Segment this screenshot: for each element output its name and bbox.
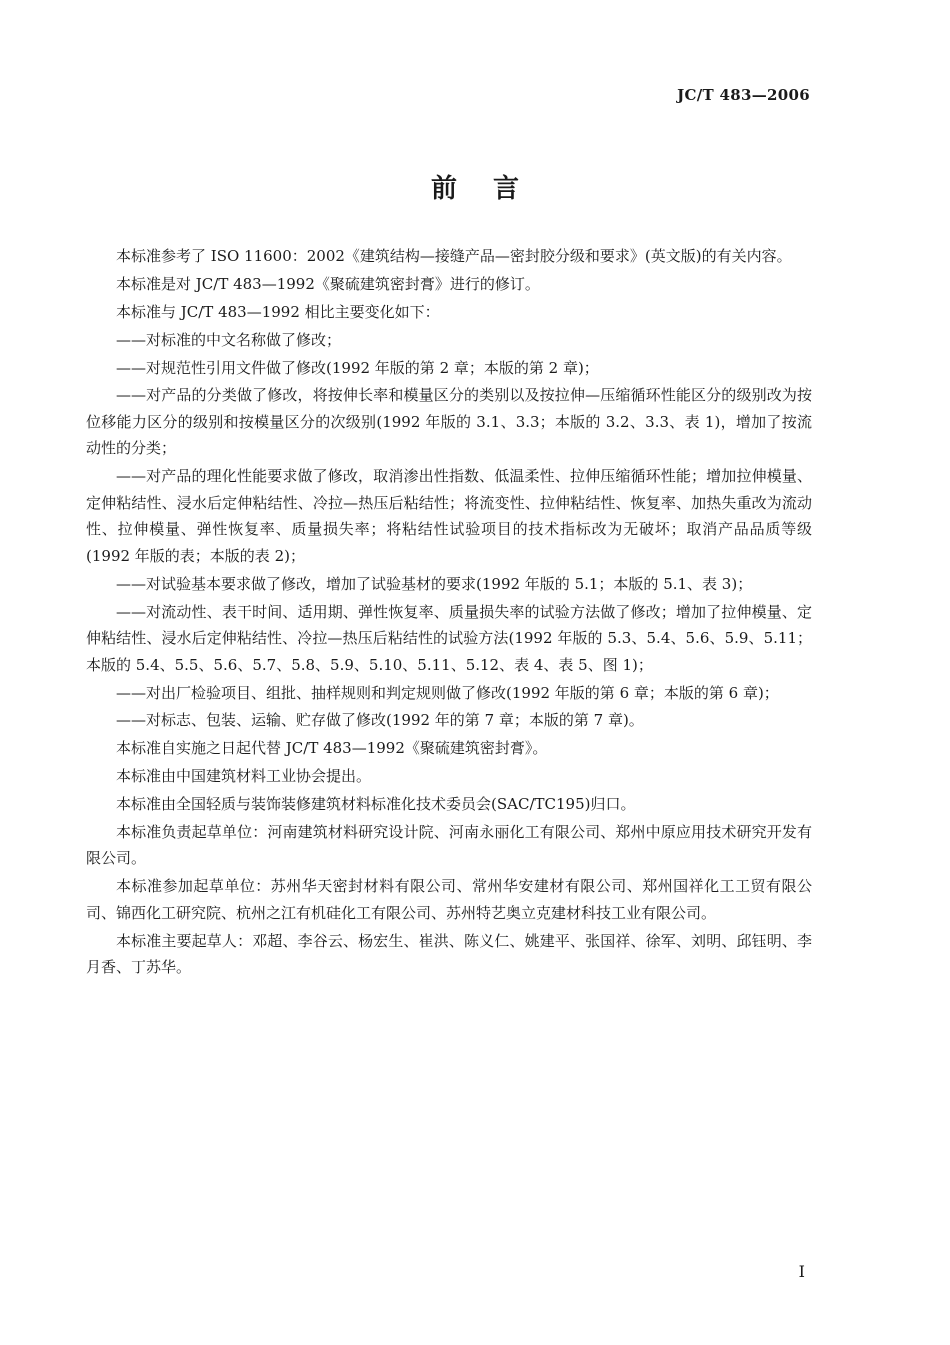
change-item: ——对流动性、表干时间、适用期、弹性恢复率、质量损失率的试验方法做了修改；增加了拉伸模量、定伸粘结性、浸水后定伸粘结性、冷拉—热压后粘结性的试验方法(1992 年版的 5.3、5.4、5.6、5.9、5.11；本版的 5.4、5.5、5.6、5.7、5.8、5.9、5.10、5.11、5.12、表 4、表 5、图 1)；: [86, 602, 812, 674]
paragraph: 本标准由中国建筑材料工业协会提出。: [116, 767, 372, 786]
foreword-body: [86, 243, 812, 982]
change-item: ——对规范性引用文件做了修改(1992 年版的第 2 章；本版的第 2 章)；: [116, 358, 599, 377]
standard-code: JC/T 483—2006: [677, 86, 810, 104]
page-number: I: [798, 1262, 805, 1281]
paragraph: 本标准参加起草单位：苏州华天密封材料有限公司、常州华安建材有限公司、郑州国祥化工工贸有限公司、锦西化工研究院、杭州之江有机硅化工有限公司、苏州特艺奥立克建材科技工业有限公司。: [86, 877, 812, 922]
paragraph: 本标准与 JC/T 483—1992 相比主要变化如下：: [116, 302, 440, 321]
change-item: ——对产品的分类做了修改，将按伸长率和模量区分的类别以及按拉伸—压缩循环性能区分的级别改为按位移能力区分的级别和按模量区分的次级别(1992 年版的 3.1、3.3；本版的 3.2、3.3、表 1)，增加了按流动性的分类；: [86, 386, 812, 458]
change-item: ——对试验基本要求做了修改，增加了试验基材的要求(1992 年版的 5.1；本版的 5.1、表 3)；: [116, 574, 753, 593]
paragraph: 本标准是对 JC/T 483—1992《聚硫建筑密封膏》进行的修订。: [116, 274, 540, 293]
change-item: ——对标准的中文名称做了修改；: [116, 330, 342, 349]
change-item: ——对产品的理化性能要求做了修改，取消渗出性指数、低温柔性、拉伸压缩循环性能；增加拉伸模量、定伸粘结性、浸水后定伸粘结性、冷拉—热压后粘结性；将流变性、拉伸粘结性、恢复率、加热失重改为流动性、拉伸模量、弹性恢复率、质量损失率；将粘结性试验项目的技术指标改为无破坏；取消产品品质等级(1992 年版的表；本版的表 2)；: [86, 467, 812, 565]
paragraph: 本标准由全国轻质与装饰装修建筑材料标准化技术委员会(SAC/TC195)归口。: [116, 795, 636, 814]
paragraph: 本标准参考了 ISO 11600：2002《建筑结构—接缝产品—密封胶分级和要求》(英文版)的有关内容。: [116, 247, 792, 265]
paragraph: 本标准自实施之日起代替 JC/T 483—1992《聚硫建筑密封膏》。: [116, 739, 548, 758]
paragraph: 本标准主要起草人：邓超、李谷云、杨宏生、崔洪、陈义仁、姚建平、张国祥、徐军、刘明、邱钰明、李月香、丁苏华。: [86, 931, 812, 977]
change-item: ——对出厂检验项目、组批、抽样规则和判定规则做了修改(1992 年版的第 6 章；本版的第 6 章)；: [116, 683, 779, 702]
paragraph: 本标准负责起草单位：河南建筑材料研究设计院、河南永丽化工有限公司、郑州中原应用技术研究开发有限公司。: [86, 822, 812, 868]
page-title: 前言: [430, 174, 555, 204]
change-item: ——对标志、包装、运输、贮存做了修改(1992 年的第 7 章；本版的第 7 章)。: [116, 711, 644, 730]
